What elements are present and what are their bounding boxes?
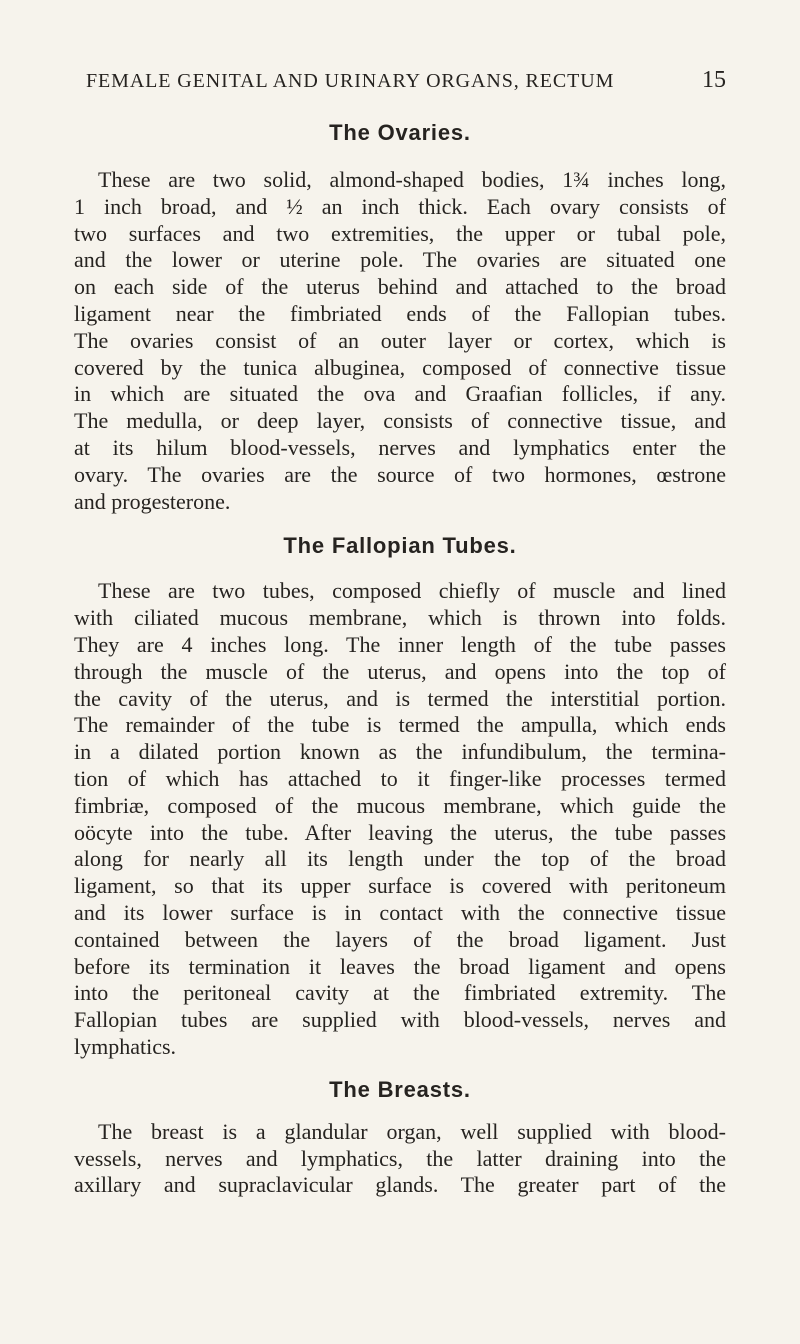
running-header: [86, 68, 726, 92]
text-line: Fallopian tubes are supplied with blood-vessels, nerves and: [74, 1007, 726, 1033]
section-heading-ovaries: The Ovaries.: [329, 120, 471, 145]
text-line: into the peritoneal cavity at the fimbriated extremity. The: [74, 980, 726, 1006]
text-line: ligament, so that its upper surface is covered with peritoneum: [74, 873, 726, 899]
text-line: The medulla, or deep layer, consists of connective tissue, and: [74, 408, 726, 434]
text-line: in which are situated the ova and Graafian follicles, if any.: [74, 381, 726, 407]
text-line: along for nearly all its length under the top of the broad: [74, 846, 726, 872]
text-line: and progesterone.: [74, 488, 231, 514]
text-line: and the lower or uterine pole. The ovaries are situated one: [74, 247, 726, 273]
text-line: fimbriæ, composed of the mucous membrane, which guide the: [74, 792, 726, 818]
paragraph-fallopian-tubes: [74, 578, 726, 1060]
text-line: They are 4 inches long. The inner length of the tube passes: [74, 631, 726, 657]
text-line: the cavity of the uterus, and is termed the interstitial portion.: [74, 685, 726, 711]
text-line: two surfaces and two extremities, the upper or tubal pole,: [74, 220, 726, 246]
text-line: and its lower surface is in contact with the connective tissue: [74, 899, 726, 925]
section-heading-breasts: The Breasts.: [329, 1076, 471, 1102]
text-line: at its hilum blood-vessels, nerves and lymphatics enter the: [74, 434, 726, 460]
text-line: contained between the layers of the broad ligament. Just: [74, 926, 726, 952]
paragraph-breasts: [74, 1119, 726, 1199]
page-number: 15: [702, 67, 726, 93]
text-line: through the muscle of the uterus, and opens into the top of: [74, 658, 726, 684]
text-line: in a dilated portion known as the infundibulum, the termina-: [74, 739, 726, 765]
text-line: These are two solid, almond-shaped bodies, 1¾ inches long,: [98, 167, 726, 192]
text-line: tion of which has attached to it finger-like processes termed: [74, 765, 726, 791]
text-line: These are two tubes, composed chiefly of muscle and lined: [98, 578, 726, 604]
running-title: FEMALE GENITAL AND URINARY ORGANS, RECTUM: [86, 70, 615, 92]
text-line: on each side of the uterus behind and attached to the broad: [74, 274, 726, 300]
paragraph-ovaries: [74, 167, 726, 515]
text-line: ligament near the fimbriated ends of the Fallopian tubes.: [74, 300, 726, 326]
text-line: oöcyte into the tube. After leaving the uterus, the tube passes: [74, 819, 726, 845]
text-line: The ovaries consist of an outer layer or cortex, which is: [74, 327, 726, 353]
text-line: 1 inch broad, and ½ an inch thick. Each ovary consists of: [74, 193, 726, 219]
text-line: with ciliated mucous membrane, which is thrown into folds.: [74, 605, 726, 631]
text-line: vessels, nerves and lymphatics, the latter draining into the: [74, 1145, 726, 1171]
text-line: ovary. The ovaries are the source of two hormones, œstrone: [74, 461, 726, 487]
text-line: The remainder of the tube is termed the ampulla, which ends: [74, 712, 726, 738]
text-line: axillary and supraclavicular glands. The greater part of the: [74, 1172, 726, 1198]
text-line: lymphatics.: [74, 1033, 177, 1059]
text-line: The breast is a glandular organ, well supplied with blood-: [98, 1118, 726, 1144]
section-heading-fallopian-tubes: The Fallopian Tubes.: [283, 533, 517, 559]
text-line: covered by the tunica albuginea, composed of connective tissue: [74, 354, 726, 380]
text-line: before its termination it leaves the broad ligament and opens: [74, 953, 726, 979]
